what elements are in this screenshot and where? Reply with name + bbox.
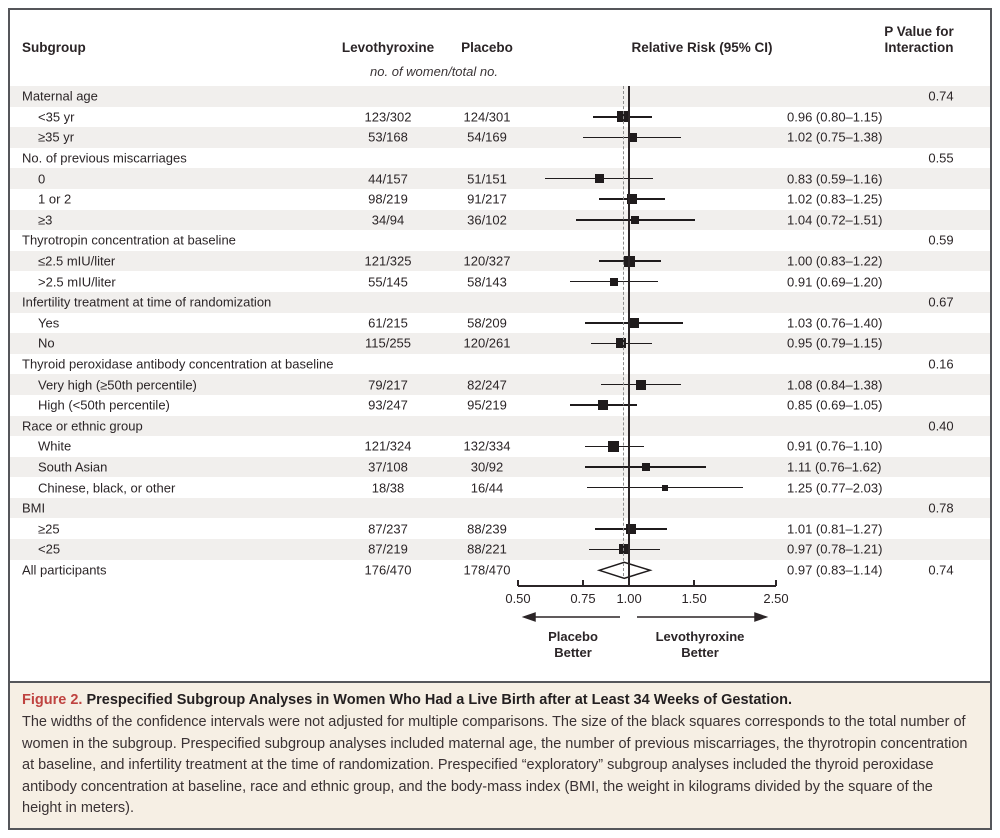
p-value: 0.59 (928, 232, 954, 248)
relative-risk-value: 1.03 (0.76–1.40) (787, 315, 883, 331)
x-axis-tick-label: 2.50 (763, 591, 789, 606)
row-label: ≥3 (38, 212, 53, 228)
overall-diamond (10, 560, 990, 581)
relative-risk-value: 0.91 (0.76–1.10) (787, 438, 883, 454)
row-label: Thyrotropin concentration at baseline (22, 232, 236, 248)
point-estimate-square (642, 463, 650, 471)
point-estimate-square (610, 278, 618, 286)
forest-rows (10, 86, 990, 580)
p-value: 0.74 (928, 88, 954, 104)
placebo-better-line1: Placebo (548, 629, 598, 644)
row-label: No (38, 335, 55, 351)
levothyroxine-count: 121/324 (364, 438, 412, 454)
column-header-levothyroxine: Levothyroxine (341, 40, 435, 55)
relative-risk-value: 1.02 (0.83–1.25) (787, 191, 883, 207)
placebo-count: 58/143 (467, 274, 507, 290)
row-label: Chinese, black, or other (38, 480, 176, 496)
relative-risk-value: 0.95 (0.79–1.15) (787, 335, 883, 351)
column-header-relative-risk: Relative Risk (95% CI) (631, 40, 773, 55)
overall-row (10, 560, 990, 581)
relative-risk-value: 1.00 (0.83–1.22) (787, 253, 883, 269)
levothyroxine-count: 93/247 (368, 397, 408, 413)
row-label: >2.5 mIU/liter (38, 274, 116, 290)
row-label: Yes (38, 315, 60, 331)
x-axis-tick-label: 0.75 (570, 591, 596, 606)
placebo-better-arrowhead (524, 613, 535, 621)
figure-number-label: Figure 2. (22, 692, 83, 708)
row-label: High (<50th percentile) (38, 397, 170, 413)
levothyroxine-better-arrowhead (755, 613, 766, 621)
point-estimate-square (595, 174, 604, 183)
point-estimate-square (662, 485, 668, 491)
x-axis-tick (628, 580, 630, 586)
relative-risk-value: 1.25 (0.77–2.03) (787, 480, 883, 496)
column-header-p-value (860, 24, 978, 56)
levothyroxine-count: 115/255 (364, 335, 412, 351)
subgroup-row (10, 518, 990, 539)
column-header-p-value-line1: P Value for (884, 24, 954, 39)
placebo-count: 16/44 (470, 480, 504, 496)
point-estimate-square (608, 441, 619, 452)
relative-risk-value: 1.02 (0.75–1.38) (787, 129, 883, 145)
relative-risk-value: 1.08 (0.84–1.38) (787, 377, 883, 393)
relative-risk-value: 1.04 (0.72–1.51) (787, 212, 883, 228)
caption-title-line (22, 692, 976, 708)
row-label: Maternal age (22, 88, 98, 104)
p-value: 0.67 (928, 294, 954, 310)
direction-arrows (10, 608, 990, 628)
x-axis-tick (775, 580, 777, 586)
placebo-count: 120/327 (463, 253, 511, 269)
figure-panel (8, 8, 992, 830)
row-label: Race or ethnic group (22, 418, 143, 434)
placebo-count: 95/219 (467, 397, 507, 413)
row-label: BMI (22, 500, 46, 516)
x-axis-tick (693, 580, 695, 586)
subgroup-row (10, 168, 990, 189)
relative-risk-value: 0.97 (0.83–1.14) (787, 562, 883, 578)
placebo-count: 91/217 (467, 191, 507, 207)
x-axis-tick-label: 1.50 (681, 591, 707, 606)
subgroup-row (10, 251, 990, 272)
relative-risk-value: 0.96 (0.80–1.15) (787, 109, 883, 125)
relative-risk-value: 0.83 (0.59–1.16) (787, 171, 883, 187)
x-axis-tick-label: 1.00 (616, 591, 642, 606)
subgroup-row (10, 189, 990, 210)
placebo-better-line2: Better (554, 644, 592, 660)
placebo-count: 88/221 (467, 541, 507, 557)
subgroup-header-row (10, 86, 990, 107)
subgroup-row (10, 395, 990, 416)
levothyroxine-count: 55/145 (368, 274, 408, 290)
p-value: 0.16 (928, 356, 954, 372)
relative-risk-value: 0.85 (0.69–1.05) (787, 397, 883, 413)
relative-risk-value: 0.97 (0.78–1.21) (787, 541, 883, 557)
row-label: <25 (38, 541, 61, 557)
x-axis-tick (582, 580, 584, 586)
levothyroxine-count: 98/219 (368, 191, 408, 207)
subgroup-header-row (10, 354, 990, 375)
relative-risk-value: 1.01 (0.81–1.27) (787, 521, 883, 537)
placebo-count: 54/169 (467, 129, 507, 145)
levothyroxine-better-label (628, 629, 772, 660)
row-label: Thyroid peroxidase antibody concentration at baseline (22, 356, 334, 372)
row-label: ≥25 (38, 521, 60, 537)
row-label: Infertility treatment at time of randomization (22, 294, 272, 310)
subgroup-header-row (10, 498, 990, 519)
row-label: 1 or 2 (38, 191, 72, 207)
subgroup-header-row (10, 148, 990, 169)
subgroup-header-row (10, 292, 990, 313)
placebo-count: 132/334 (463, 438, 511, 454)
levothyroxine-count: 176/470 (364, 562, 412, 578)
x-axis-tick (517, 580, 519, 586)
caption-body: The widths of the confidence intervals were not adjusted for multiple comparisons. The size of the black squares corresponds to the total number of women in the subgroup. Prespecified subgroup analyses included maternal age, the number of previous miscarriages, the thyrotropin concentration at baseline, and infertility treatment at the time of randomization. Prespecified “exploratory” subgroup analyses included the thyroid peroxidase antibody concentration at baseline, race and ethnic group, and the body-mass index (BMI, the weight in kilograms divided by the square of the height in meters). (22, 714, 968, 816)
row-label: <35 yr (38, 109, 75, 125)
placebo-count: 82/247 (467, 377, 507, 393)
levothyroxine-count: 87/219 (368, 541, 408, 557)
forest-plot (10, 10, 990, 681)
x-axis-tick-label: 0.50 (505, 591, 531, 606)
column-header-p-value-line2: Interaction (884, 40, 954, 55)
point-estimate-square (616, 338, 626, 348)
levothyroxine-count: 34/94 (371, 212, 405, 228)
column-header-subgroup: Subgroup (22, 40, 86, 55)
placebo-count: 88/239 (467, 521, 507, 537)
placebo-count: 124/301 (463, 109, 511, 125)
levothyroxine-count: 37/108 (368, 459, 408, 475)
row-label: ≤2.5 mIU/liter (38, 253, 116, 269)
placebo-count: 36/102 (467, 212, 507, 228)
p-value: 0.40 (928, 418, 954, 434)
p-value: 0.78 (928, 500, 954, 516)
row-label: Very high (≥50th percentile) (38, 377, 197, 393)
placebo-count: 120/261 (463, 335, 511, 351)
levothyroxine-count: 121/325 (364, 253, 412, 269)
relative-risk-value: 1.11 (0.76–1.62) (787, 459, 882, 475)
subgroup-row (10, 313, 990, 334)
subgroup-row (10, 436, 990, 457)
subgroup-row (10, 374, 990, 395)
point-estimate-square (629, 318, 639, 328)
levothyroxine-count: 18/38 (371, 480, 405, 496)
relative-risk-value: 0.91 (0.69–1.20) (787, 274, 883, 290)
subgroup-row (10, 210, 990, 231)
subgroup-row (10, 127, 990, 148)
placebo-count: 178/470 (463, 562, 511, 578)
row-label: South Asian (38, 459, 108, 475)
subgroup-header-row (10, 416, 990, 437)
levothyroxine-count: 87/237 (368, 521, 408, 537)
overall-estimate-dashed-line (623, 86, 624, 576)
subgroup-row (10, 333, 990, 354)
levothyroxine-count: 79/217 (368, 377, 408, 393)
row-label: No. of previous miscarriages (22, 150, 187, 166)
x-axis (518, 585, 776, 587)
subgroup-row (10, 271, 990, 292)
column-header-placebo: Placebo (461, 40, 513, 55)
placebo-count: 58/209 (467, 315, 507, 331)
levothyroxine-better-line1: Levothyroxine (655, 629, 745, 644)
figure-caption (10, 681, 990, 828)
p-value: 0.74 (928, 562, 954, 578)
placebo-count: 51/151 (467, 171, 507, 187)
levothyroxine-count: 53/168 (368, 129, 408, 145)
levothyroxine-count: 123/302 (364, 109, 412, 125)
row-label: 0 (38, 171, 46, 187)
reference-line (628, 86, 630, 586)
subgroup-row (10, 457, 990, 478)
point-estimate-square (636, 380, 646, 390)
subgroup-row (10, 477, 990, 498)
row-label: ≥35 yr (38, 129, 75, 145)
placebo-better-label (513, 629, 633, 660)
subgroup-row (10, 107, 990, 128)
placebo-count: 30/92 (470, 459, 504, 475)
levothyroxine-count: 44/157 (368, 171, 408, 187)
subgroup-header-row (10, 230, 990, 251)
point-estimate-square (631, 216, 639, 224)
caption-title: Prespecified Subgroup Analyses in Women Who Had a Live Birth after at Least 34 Weeks of Gestation. (86, 692, 793, 708)
levothyroxine-count: 61/215 (368, 315, 408, 331)
row-label: All participants (22, 562, 107, 578)
p-value: 0.55 (928, 150, 954, 166)
levothyroxine-better-line2: Better (681, 644, 719, 660)
subgroup-row (10, 539, 990, 560)
point-estimate-square (598, 400, 608, 410)
row-label: White (38, 438, 72, 454)
units-label: no. of women/total no. (370, 64, 498, 79)
